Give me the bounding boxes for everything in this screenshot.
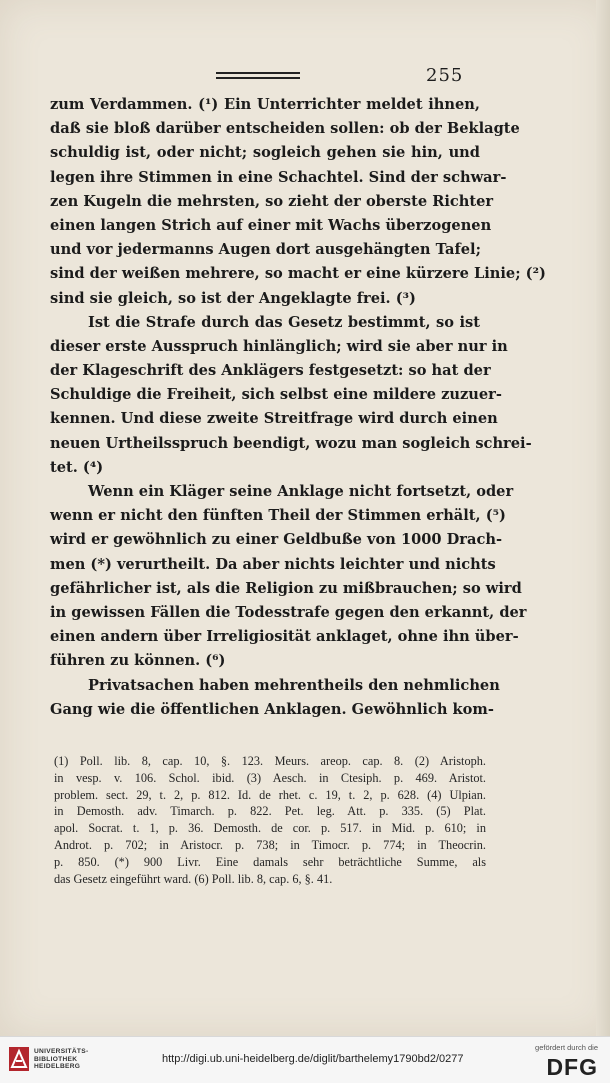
text-line: führen zu können. (⁶) — [50, 652, 226, 670]
footnote-line: (1) Poll. lib. 8, cap. 10, §. 123. Meurs. areop. cap. 8. (2) Aristoph. — [54, 754, 486, 768]
footnote-line: in Demosth. adv. Timarch. p. 822. Pet. leg. Att. p. 335. (5) Plat. — [54, 804, 486, 819]
text-line: Wenn ein Kläger seine Anklage nicht fortsetzt, oder — [88, 483, 514, 500]
dfg-logo[interactable]: DFG — [546, 1054, 598, 1080]
text-line: zen Kugeln die mehrsten, so zieht der oberste Richter — [50, 192, 494, 210]
header-rule — [216, 77, 300, 79]
footnote-line: Androt. p. 702; in Aristocr. p. 738; in Timocr. p. 774; in Theocrin. — [54, 837, 486, 852]
text-line: in gewissen Fällen die Todesstrafe gegen den erkannt, der — [50, 603, 527, 621]
text-line: daß sie bloß darüber entscheiden sollen: ob der Beklagte — [50, 120, 520, 138]
footnote-line: problem. sect. 29, t. 2, p. 812. Id. de rhet. c. 19, t. 2, p. 628. (4) Ulpian. — [54, 787, 486, 802]
text-line: wird er gewöhnlich zu einer Geldbuße von 1000 Drach- — [50, 531, 503, 549]
footnotes — [54, 753, 486, 887]
text-line: zum Verdammen. (¹) Ein Unterrichter meldet ihnen, — [50, 96, 480, 113]
text-line: wenn er nicht den fünften Theil der Stimmen erhält, (⁵) — [50, 507, 506, 525]
text-line: gefährlicher ist, als die Religion zu mißbrauchen; so wird — [50, 579, 522, 597]
text-line: neuen Urtheilsspruch beendigt, wozu man sogleich schrei- — [50, 434, 532, 452]
viewer-footer — [0, 1036, 610, 1083]
text-line: men (*) verurtheilt. Da aber nichts leichter und nichts — [50, 555, 496, 573]
footnote-line: apol. Socrat. t. 1, p. 36. Demosth. de cor. p. 517. in Mid. p. 610; in — [54, 821, 486, 836]
library-name[interactable] — [34, 1048, 88, 1071]
library-name-line: UNIVERSITÄTS- — [34, 1048, 89, 1055]
text-line: Gang wie die öffentlichen Anklagen. Gewöhnlich kom- — [50, 700, 494, 718]
text-line: einen andern über Irreligiosität anklaget, ohne ihn über- — [50, 628, 519, 646]
funder-label: gefördert durch die — [535, 1043, 598, 1052]
library-name-line: HEIDELBERG — [34, 1063, 81, 1071]
footnote-line: das Gesetz eingeführt ward. (6) Poll. lib. 8, cap. 6, §. 41. — [54, 871, 333, 886]
body-text — [50, 93, 546, 722]
page-edge — [596, 0, 610, 1036]
text-line: legen ihre Stimmen in eine Schachtel. Sind der schwar- — [50, 168, 507, 186]
text-line: und vor jedermanns Augen dort ausgehängten Tafel; — [50, 241, 481, 259]
text-line: sind sie gleich, so ist der Angeklagte frei. (³) — [50, 289, 416, 307]
document-url[interactable]: http://digi.ub.uni-heidelberg.de/diglit/barthelemy1790bd2/0277 — [162, 1053, 464, 1065]
text-line: der Klageschrift des Anklägers festgesetzt: so hat der — [50, 362, 491, 380]
text-line: sind der weißen mehrere, so macht er eine kürzere Linie; (²) — [50, 265, 546, 283]
page-number: 255 — [426, 65, 464, 86]
text-line: schuldig ist, oder nicht; sogleich gehen sie hin, und — [50, 144, 480, 162]
text-line: Ist die Strafe durch das Gesetz bestimmt, so ist — [88, 313, 480, 331]
footnote-line: p. 850. (*) 900 Livr. Eine damals sehr beträchtliche Summe, als — [54, 854, 486, 869]
text-line: Schuldige die Freiheit, sich selbst eine mildere zuzuer- — [50, 386, 502, 404]
footnote-line: in vesp. v. 106. Schol. ibid. (3) Aesch. in Ctesiph. p. 469. Aristot. — [54, 770, 486, 785]
text-line: dieser erste Ausspruch hinlänglich; wird sie aber nur in — [50, 337, 508, 355]
text-line: kennen. Und diese zweite Streitfrage wird durch einen — [50, 410, 498, 428]
text-line: einen langen Strich auf einer mit Wachs überzogenen — [50, 216, 492, 234]
university-library-logo-icon[interactable] — [8, 1045, 30, 1073]
text-line: Privatsachen haben mehrentheils den nehmlichen — [88, 676, 500, 694]
text-line: tet. (⁴) — [50, 458, 104, 476]
header-rule — [216, 72, 300, 74]
library-name-line: BIBLIOTHEK — [34, 1055, 78, 1063]
